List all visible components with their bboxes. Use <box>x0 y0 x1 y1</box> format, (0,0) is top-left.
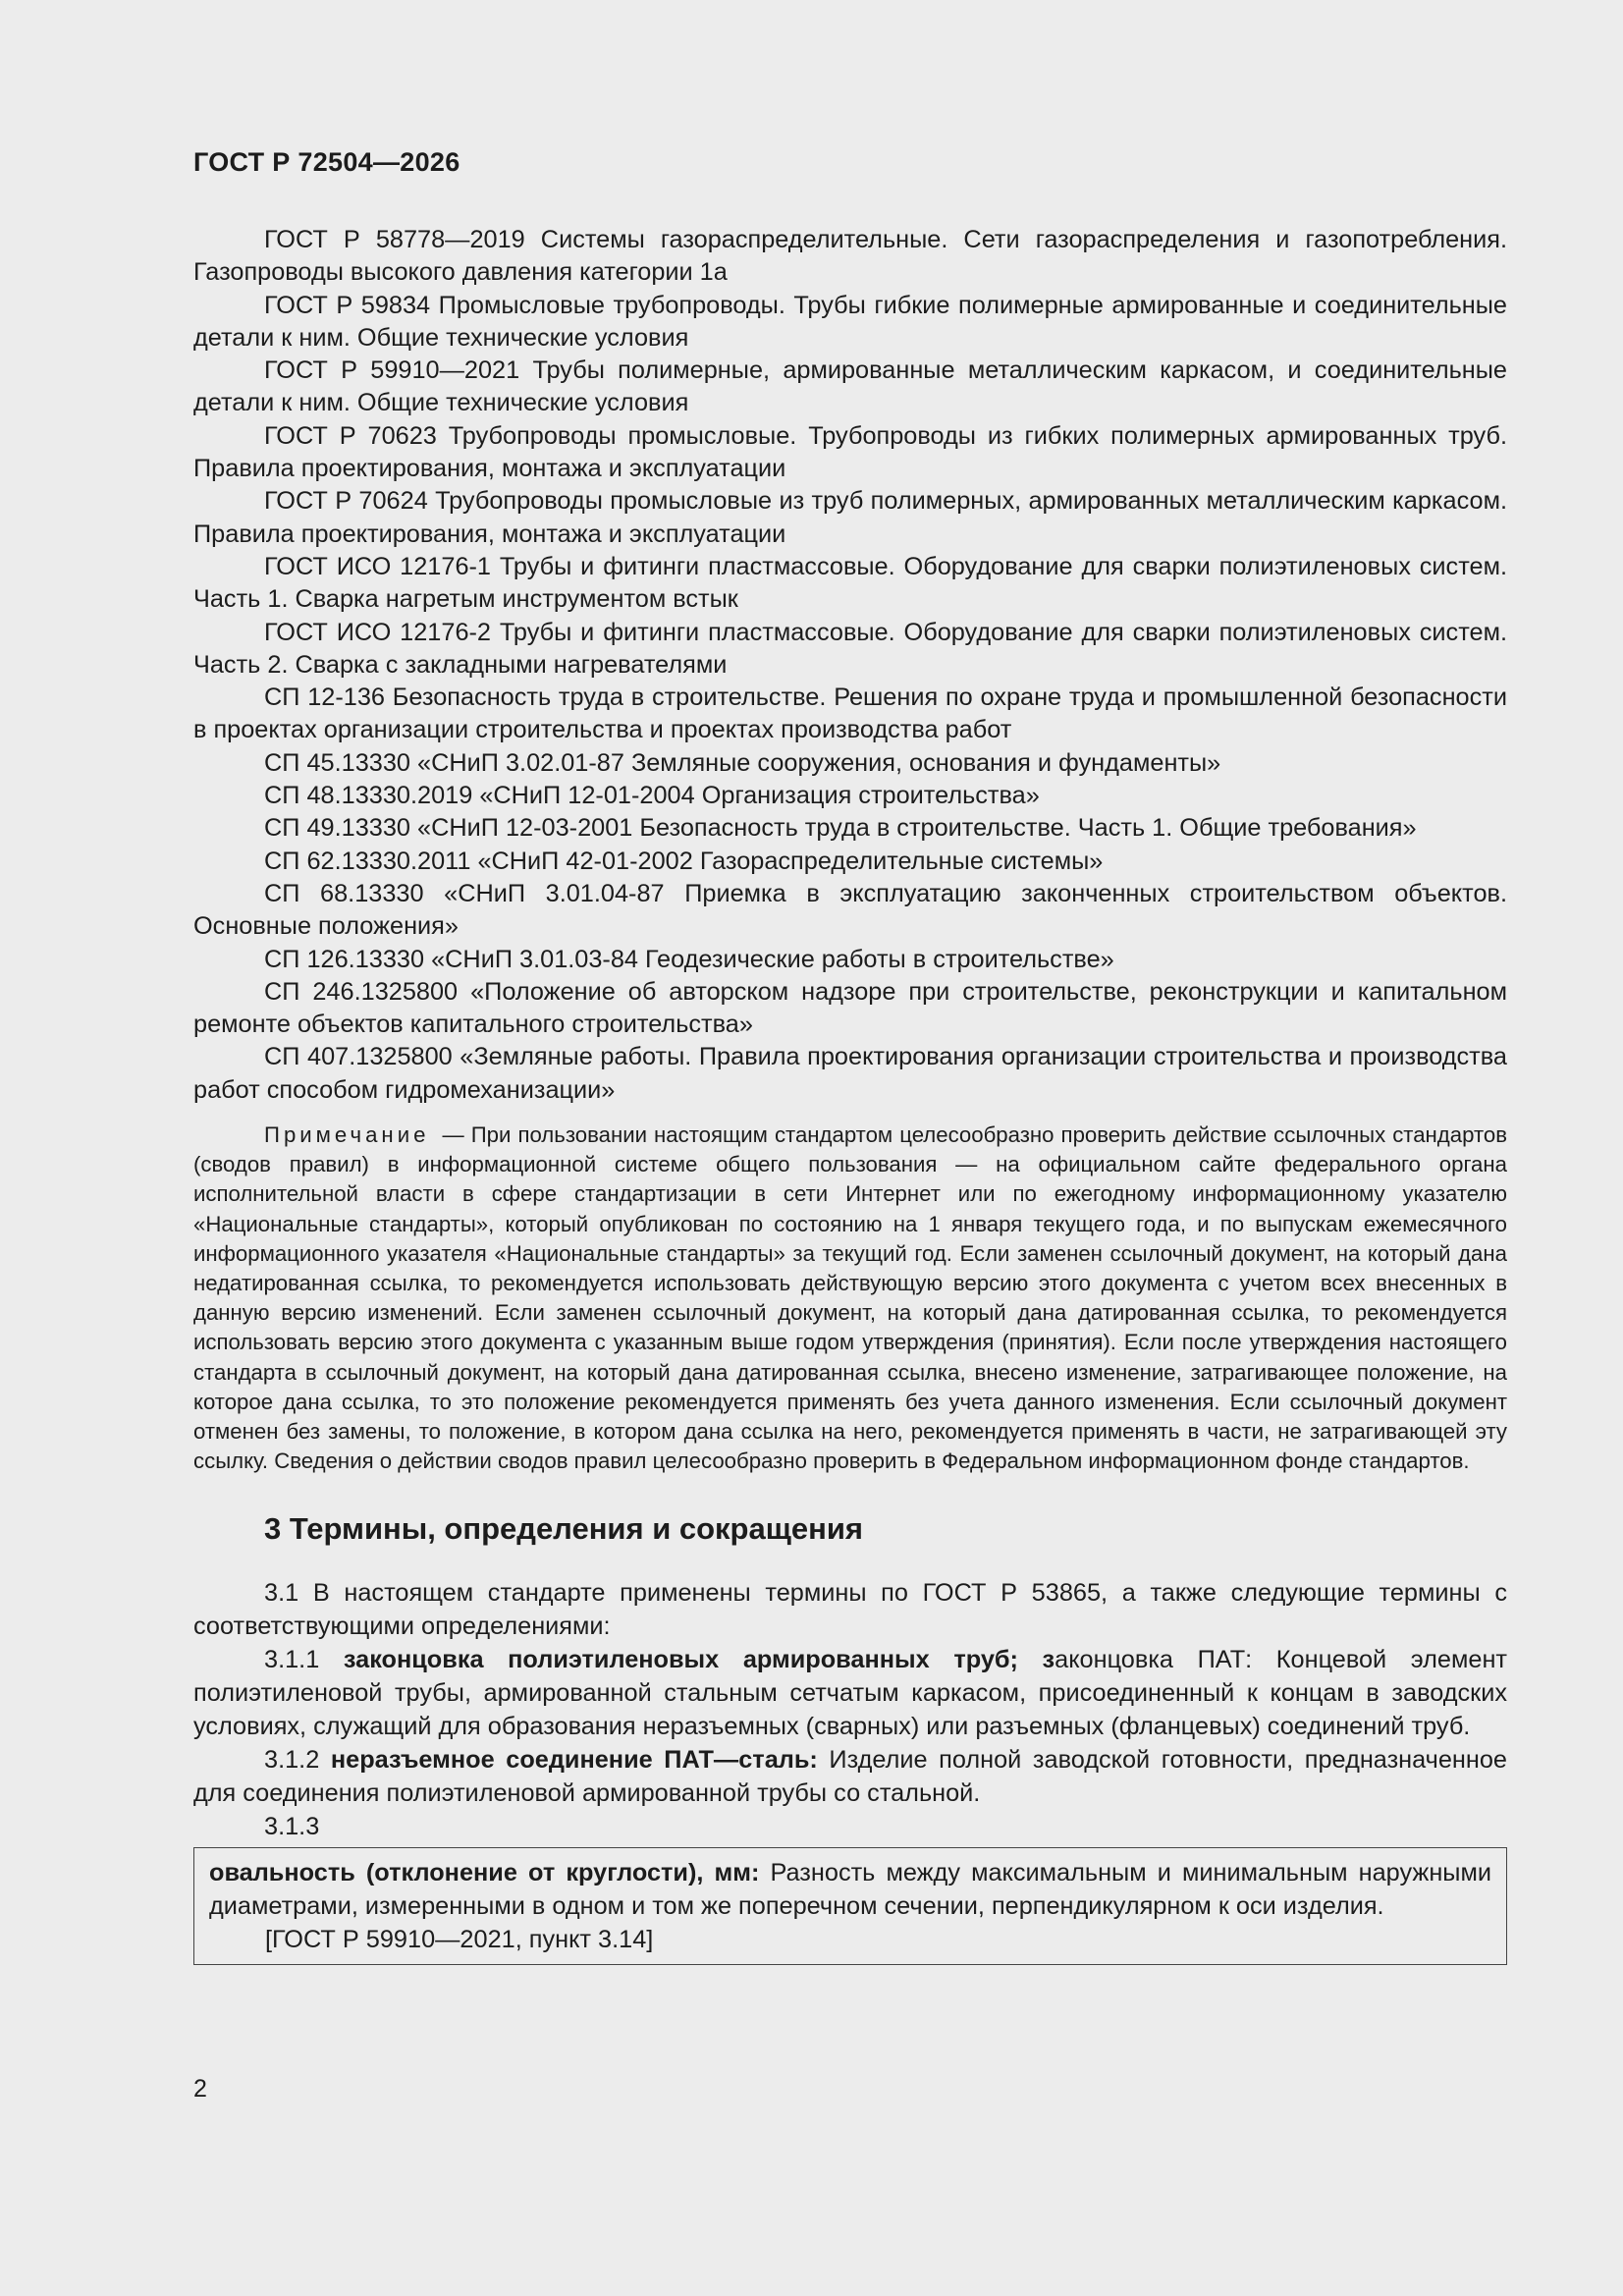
normative-references-list <box>193 224 1507 1107</box>
term-box-3-1-3 <box>193 1847 1507 1965</box>
reference-item: ГОСТ Р 70624 Трубопроводы промысловые из труб полимерных, армированных металлическим каркасом. Правила проектирования, монтажа и эксплуатации <box>193 487 1507 548</box>
section-heading: 3 Термины, определения и сокращения <box>264 1511 863 1547</box>
page-number: 2 <box>193 2075 207 2103</box>
reference-item: СП 68.13330 «СНиП 3.01.04-87 Приемка в эксплуатацию законченных строительством объектов. Основные положения» <box>193 879 1507 941</box>
reference-item: СП 48.13330.2019 «СНиП 12-01-2004 Организация строительства» <box>264 782 1040 810</box>
term-source: [ГОСТ Р 59910—2021, пункт 3.14] <box>265 1926 654 1954</box>
term-number: 3.1.1 <box>264 1646 320 1674</box>
reference-item: ГОСТ Р 59834 Промысловые трубопроводы. Трубы гибкие полимерные армированные и соединительные детали к ним. Общие технические условия <box>193 291 1507 352</box>
term-definition: аконцовка ПАТ: Концевой элемент полиэтиленовой трубы, армированной стальным сетчатым каркасом, присоединенный к концам в заводских условиях, служащий для образования неразъемных (сварных) или разъемных (фланцевых) соединений труб. <box>193 1646 1508 1741</box>
reference-item: СП 246.1325800 «Положение об авторском надзоре при строительстве, реконструкции и капитальном ремонте объектов капитального строительства» <box>193 977 1507 1039</box>
reference-item: СП 49.13330 «СНиП 12-03-2001 Безопасность труда в строительстве. Часть 1. Общие требования» <box>264 814 1417 843</box>
term-name: овальность (отклонение от круглости), мм: <box>209 1859 760 1887</box>
note-label: Примечание <box>264 1122 430 1148</box>
reference-item: СП 45.13330 «СНиП 3.02.01-87 Земляные сооружения, основания и фундаменты» <box>264 748 1221 777</box>
reference-item: ГОСТ Р 59910—2021 Трубы полимерные, армированные металлическим каркасом, и соединительные детали к ним. Общие технические условия <box>193 356 1507 417</box>
reference-item: ГОСТ ИСО 12176-1 Трубы и фитинги пластмассовые. Оборудование для сварки полиэтиленовых систем. Часть 1. Сварка нагретым инструментом встык <box>193 552 1507 614</box>
reference-item: СП 407.1325800 «Земляные работы. Правила проектирования организации строительства и производства работ способом гидромеханизации» <box>193 1043 1507 1104</box>
term-number-3-1-3: 3.1.3 <box>264 1813 320 1841</box>
terms-intro: 3.1 В настоящем стандарте применены термины по ГОСТ Р 53865, а также следующие термины с соответствующими определениями: <box>193 1579 1507 1641</box>
note-paragraph <box>193 1121 1507 1476</box>
reference-item: ГОСТ Р 58778—2019 Системы газораспределительные. Сети газораспределения и газопотребления. Газопроводы высокого давления категории 1а <box>193 226 1507 287</box>
reference-item: ГОСТ Р 70623 Трубопроводы промысловые. Трубопроводы из гибких полимерных армированных труб. Правила проектирования, монтажа и эксплуатации <box>193 421 1507 483</box>
term-entry-3-1-2 <box>193 1743 1507 1810</box>
document-header: ГОСТ Р 72504—2026 <box>193 147 460 177</box>
term-name: законцовка полиэтиленовых армированных труб; з <box>343 1646 1055 1674</box>
reference-item: ГОСТ ИСО 12176-2 Трубы и фитинги пластмассовые. Оборудование для сварки полиэтиленовых систем. Часть 2. Сварка с закладными нагревателями <box>193 618 1507 679</box>
note-text: — При пользовании настоящим стандартом целесообразно проверить действие ссылочных стандартов (сводов правил) в информационной системе общего пользования — на официальном сайте федерального органа исполнительной власти в сфере стандартизации в сети Интернет или по ежегодному информационному указателю «Национальные стандарты», который опубликован по состоянию на 1 января текущего года, и по выпускам ежемесячного информационного указателя «Национальные стандарты» за текущий год. Если заменен ссылочный документ, на который дана недатированная ссылка, то рекомендуется использовать действующую версию этого документа с учетом всех внесенных в данную версию изменений. Если заменен ссылочный документ, на который дана датированная ссылка, то рекомендуется использовать версию этого документа с указанным выше годом утверждения (принятия). Если после утверждения настоящего стандарта в ссылочный документ, на который дана датированная ссылка, внесено изменение, затрагивающее положение, на которое дана ссылка, то это положение рекомендуется применять без учета данного изменения. Если ссылочный документ отменен без замены, то положение, в котором дана ссылка на него, рекомендуется применять в части, не затрагивающей эту ссылку. Сведения о действии сводов правил целесообразно проверить в Федеральном информационном фонде стандартов. <box>193 1122 1507 1474</box>
term-definition: Разность между максимальным и минимальным наружными диаметрами, измеренными в одном и том же поперечном сечении, перпендикулярном к оси изделия. <box>209 1859 1491 1921</box>
term-entry-3-1-3 <box>209 1856 1491 1923</box>
reference-item: СП 126.13330 «СНиП 3.01.03-84 Геодезические работы в строительстве» <box>264 945 1114 973</box>
page-content <box>193 224 1507 1965</box>
term-name: неразъемное соединение ПАТ—сталь: <box>330 1746 818 1775</box>
term-number: 3.1.2 <box>264 1746 320 1775</box>
reference-item: СП 12-136 Безопасность труда в строительстве. Решения по охране труда и промышленной безопасности в проектах организации строительства и проектах производства работ <box>193 683 1507 744</box>
term-definition: Изделие полной заводской готовности, предназначенное для соединения полиэтиленовой армированной трубы со стальной. <box>193 1746 1507 1808</box>
reference-item: СП 62.13330.2011 «СНиП 42-01-2002 Газораспределительные системы» <box>264 847 1104 875</box>
term-entry-3-1-1 <box>193 1643 1507 1743</box>
terms-section <box>193 1576 1507 1965</box>
